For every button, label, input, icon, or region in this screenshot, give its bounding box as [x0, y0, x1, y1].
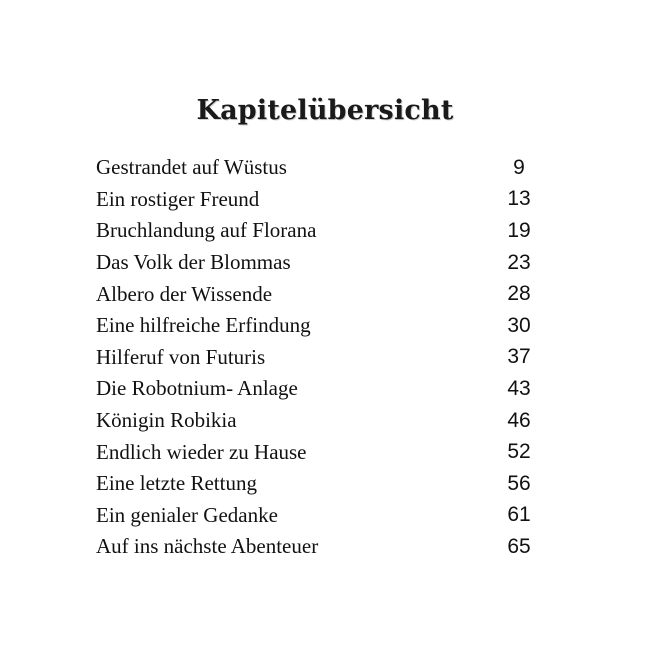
chapter-title: Ein rostiger Freund: [96, 186, 260, 211]
chapter-page-number: 9: [513, 155, 525, 179]
chapter-row: [96, 278, 556, 310]
chapter-row: [96, 184, 556, 216]
chapter-title: Die Robotnium- Anlage: [96, 376, 298, 401]
chapter-row: [96, 310, 556, 342]
chapter-title: Auf ins nächste Abenteuer: [96, 534, 319, 559]
chapter-row: [96, 215, 556, 247]
chapter-page-number: 46: [507, 408, 531, 432]
chapter-row: [96, 436, 556, 468]
chapter-row: [96, 152, 556, 184]
chapter-title: Bruchlandung auf Florana: [96, 218, 317, 243]
chapter-page-number: 56: [507, 471, 531, 495]
chapter-page-number: 65: [507, 534, 531, 558]
chapter-page-number: 37: [507, 345, 531, 369]
chapter-title: Albero der Wissende: [96, 281, 273, 306]
chapter-row: [96, 342, 556, 374]
chapter-row: [96, 405, 556, 437]
chapter-page-number: 23: [507, 250, 531, 274]
chapter-page-number: 13: [507, 187, 531, 211]
chapter-row: [96, 500, 556, 532]
page-title: Kapitelübersicht: [196, 95, 454, 127]
chapter-title: Gestrandet auf Wüstus: [96, 155, 287, 180]
chapter-title: Eine letzte Rettung: [96, 471, 257, 496]
chapter-row: [96, 468, 556, 500]
chapter-title: Das Volk der Blommas: [96, 250, 291, 275]
chapter-row: [96, 373, 556, 405]
chapter-row: [96, 531, 556, 563]
chapter-title: Königin Robikia: [96, 408, 237, 433]
chapter-page-number: 19: [507, 218, 531, 242]
chapter-title: Hilferuf von Futuris: [96, 344, 266, 369]
chapter-page-number: 28: [507, 282, 531, 306]
chapter-page-number: 52: [507, 440, 531, 464]
chapter-page-number: 43: [507, 376, 531, 400]
chapter-overview-list: [96, 152, 556, 563]
chapter-page-number: 61: [507, 503, 531, 527]
chapter-title: Eine hilfreiche Erfindung: [96, 313, 311, 338]
chapter-row: [96, 247, 556, 279]
chapter-title: Endlich wieder zu Hause: [96, 439, 307, 464]
chapter-title: Ein genialer Gedanke: [96, 502, 278, 527]
chapter-page-number: 30: [507, 313, 531, 337]
